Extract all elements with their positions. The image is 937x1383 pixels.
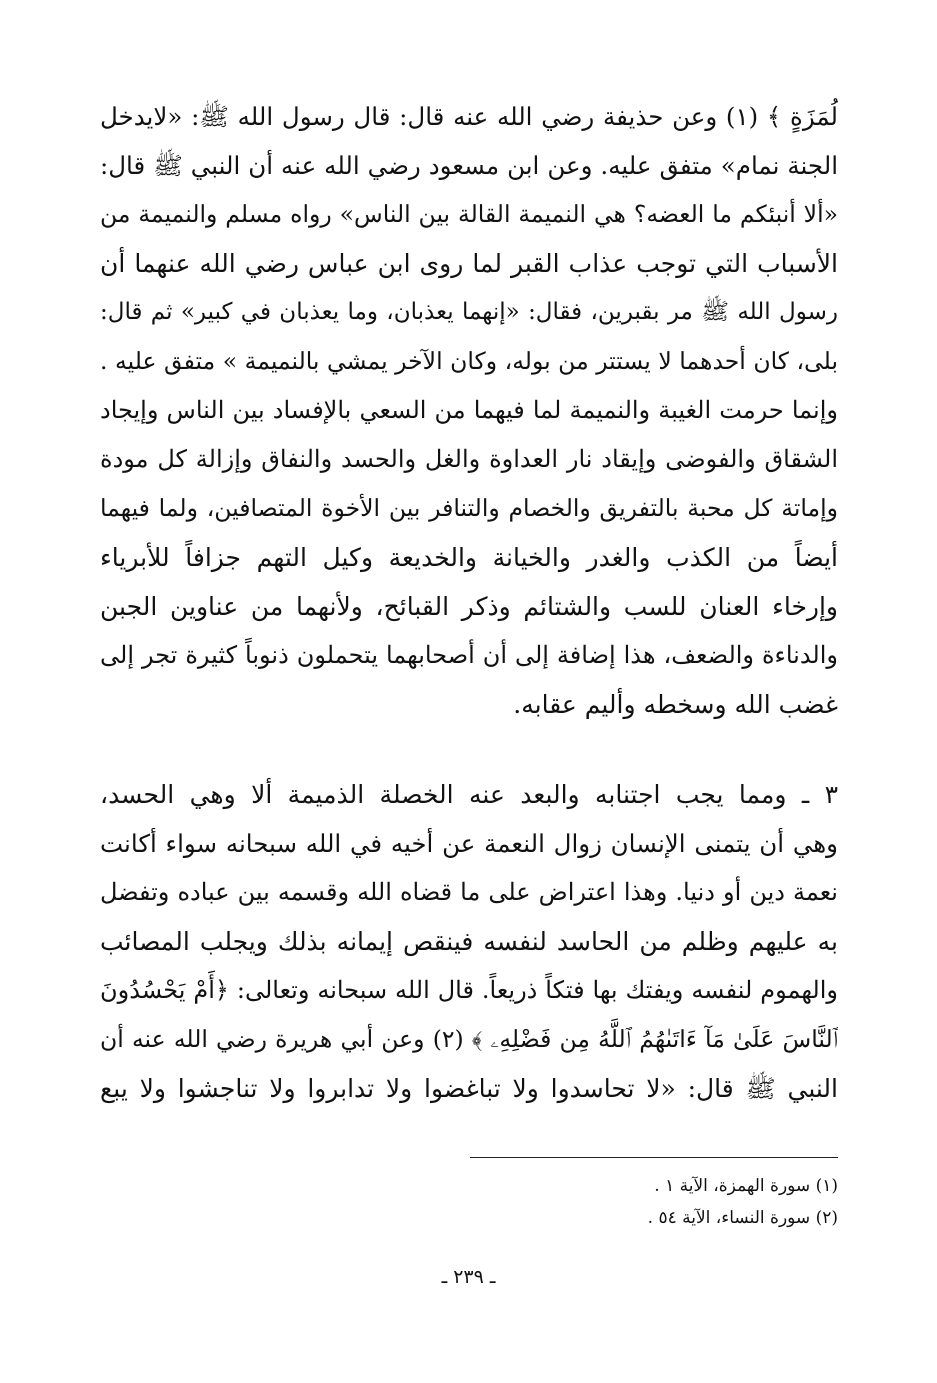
- main-text-paragraph-2: [100, 770, 838, 1113]
- footnotes: [500, 1170, 838, 1234]
- text-line: وإماتة كل محبة بالتفريق والخصام والتنافر بين الأخوة المتصافين، ولما فيهما: [100, 494, 838, 522]
- footnote-2: (٢) سورة النساء، الآية ٥٤ .: [647, 1208, 838, 1228]
- text-line: الشقاق والفوضى وإيقاد نار العداوة والغل والحسد والنفاق وإزالة كل مودة: [100, 445, 838, 473]
- text-line: رسول الله ﷺ مر بقبرين، فقال: «إنهما يعذبان، وما يعذبان في كبير» ثم قال:: [100, 299, 838, 325]
- text-line: «ألا أنبئكم ما العضه؟ هي النميمة القالة بين الناس» رواه مسلم والنميمة من: [100, 200, 838, 228]
- text-line: والدناءة والضعف، هذا إضافة إلى أن أصحابهما يتحملون ذنوباً كثيرة تجر إلى: [100, 641, 838, 669]
- text-line: أيضاً من الكذب والغدر والخيانة والخديعة وكيل التهم جزافاً للأبرياء: [100, 543, 838, 572]
- footnote-1: (١) سورة الهمزة، الآية ١ .: [654, 1176, 838, 1196]
- text-line: غضب الله وسخطه وأليم عقابه.: [513, 690, 838, 719]
- text-line: النبي ﷺ قال: «لا تحاسدوا ولا تباغضوا ولا تدابروا ولا تناجشوا ولا يبع: [100, 1074, 838, 1103]
- text-line: وهي أن يتمنى الإنسان زوال النعمة عن أخيه في الله سبحانه سواء أكانت: [100, 829, 838, 858]
- text-line: لُمَزَةٍ ﴾ (١) وعن حذيفة رضي الله عنه قال: قال رسول الله ﷺ: «لايدخل: [100, 102, 838, 131]
- text-line: ٣ ـ ومما يجب اجتنابه والبعد عنه الخصلة الذميمة ألا وهي الحسد،: [100, 780, 838, 809]
- text-line: بلى، كان أحدهما لا يستتر من بوله، وكان الآخر يمشي بالنميمة » متفق عليه .: [100, 347, 838, 375]
- text-line: والهموم لنفسه ويفتك بها فتكاً ذريعاً. قال الله سبحانه وتعالى: ﴿أَمْ يَحْسُدُونَ: [100, 976, 838, 1004]
- text-line: به عليهم وظلم من الحاسد لنفسه فينقص إيمانه بذلك ويجلب المصائب: [100, 927, 838, 956]
- footnote-divider: [470, 1157, 838, 1158]
- page-number: ـ ٢٣٩ ـ: [441, 1266, 496, 1288]
- text-line: الجنة نمام» متفق عليه. وعن ابن مسعود رضي الله عنه أن النبي ﷺ قال:: [100, 151, 838, 180]
- text-line: ٱلنَّاسَ عَلَىٰ مَآ ءَاتَىٰهُمُ ٱللَّهُ مِن فَضْلِهِۦ ﴾ (٢) وعن أبي هريرة رضي الله عنه أن: [100, 1025, 838, 1053]
- text-line: الأسباب التي توجب عذاب القبر لما روى ابن عباس رضي الله عنهما أن: [100, 249, 838, 278]
- text-line: وإرخاء العنان للسب والشتائم وذكر القبائح، ولأنهما من عناوين الجبن: [100, 592, 838, 621]
- main-text-paragraph-1: [100, 92, 838, 729]
- text-line: وإنما حرمت الغيبة والنميمة لما فيهما من السعي بالإفساد بين الناس وإيجاد: [100, 396, 838, 424]
- text-line: نعمة دين أو دنيا. وهذا اعتراض على ما قضاه الله وقسمه بين عباده وتفضل: [100, 878, 838, 906]
